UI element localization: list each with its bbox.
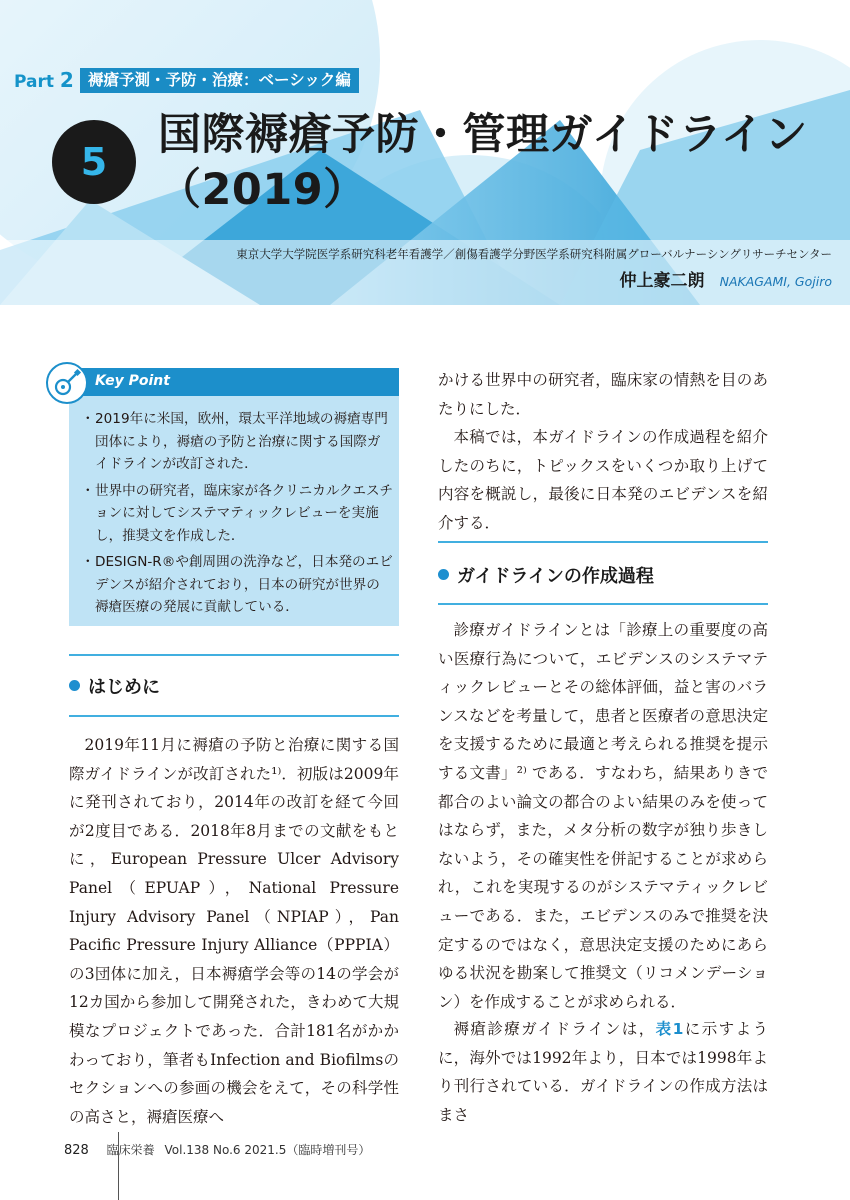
- chapter-number-badge: 5: [52, 120, 136, 204]
- section-rule-bottom: [438, 603, 768, 605]
- page-footer: [64, 1141, 370, 1158]
- part-label: [14, 68, 74, 92]
- section-heading-process: ガイドラインの作成過程: [457, 566, 654, 587]
- process-paragraph-table-ref: 褥瘡診療ガイドラインは，表1に示すように，海外では1992年より，日本では1998年より刊行されている．ガイドラインの作成方法はまさ: [438, 1020, 768, 1124]
- author: [620, 266, 832, 291]
- intro-paragraph: 2019年11月に褥瘡の予防と治療に関する国際ガイドラインが改訂された¹⁾．初版は2009年に発刊されており，2014年の改訂を経て今回が2度目である．2018年8月までの文献をもとに，European Pressure Ulcer Advisory Panel（EPUAP），National Pressure Injury Advisory Panel（NPIAP），Pan Pacific Pressure Injury Alliance（PPPIA）の3団体に加え，日本褥瘡学会等の14の学会が12カ国から参加して開発された，きわめて大規模なプロジェクトであった．合計181名がかかわっており，筆者もInfection and Biofilmsのセクションへの参画の機会をえて，その科学性の高さと，褥瘡医療へ: [69, 736, 399, 1126]
- section-heading-intro: はじめに: [88, 677, 160, 698]
- title-line-2: （2019）: [158, 165, 367, 215]
- page-number: 828: [64, 1143, 89, 1158]
- section-bullet-icon: [69, 680, 80, 691]
- author-name-jp: 仲上豪二朗: [619, 271, 705, 291]
- key-point-box: [69, 368, 399, 626]
- part-word: Part: [14, 72, 54, 92]
- table-1-reference[interactable]: 表1: [655, 1020, 684, 1038]
- section-rule-top: [438, 541, 768, 543]
- key-point-title: Key Point: [95, 373, 170, 389]
- section-rule-top: [69, 654, 399, 656]
- section-bullet-icon: [438, 569, 449, 580]
- right-paragraph-overview: 本稿では，本ガイドラインの作成過程を紹介したのちに，トピックスをいくつか取り上げて内容を概説し，最後に日本発のエビデンスを紹介する．: [438, 428, 768, 532]
- part-number: 2: [59, 68, 74, 92]
- section-rule-bottom: [69, 715, 399, 717]
- journal-name: 臨床栄養: [106, 1143, 155, 1157]
- author-name-en: NAKAGAMI, Gojiro: [719, 274, 832, 289]
- key-point-header: [69, 368, 399, 396]
- process-paragraph: 診療ガイドラインとは「診療上の重要度の高い医療行為について，エビデンスのシステマティックレビューとその総体評価，益と害のバランスなどを考量して，患者と医療者の意思決定を支援するために最適と考えられる推奨を提示する文書」²⁾ である．すなわち，結果ありきで都合のよい論文の都合のよい結果のみを使ってはならず，また，メタ分析の数字が独り歩きしないよう，その確実性を併記することが求められ，これを実現するのがシステマティックレビューである．また，エビデンスのみで推奨を決定するのではなく，意思決定支援のためにあらゆる状況を勘案して推奨文（リコメンデーション）を作成することが求められる．: [438, 621, 768, 1011]
- key-point-item: ・ 世界中の研究者，臨床家が各クリニカルクエスチョンに対してシステマティックレビューを実施し，推奨文を作成した．: [81, 482, 393, 544]
- guitar-icon: [46, 362, 88, 404]
- part-title: 褥瘡予測・予防・治療：ベーシック編: [80, 68, 359, 93]
- key-point-item: ・ DESIGN-R®や創周囲の洗浄など，日本発のエビデンスが紹介されており，日本の研究が世界の褥瘡医療の発展に貢献している．: [81, 554, 393, 615]
- journal-volume: Vol.138 No.6 2021.5（臨時増刊号）: [164, 1143, 371, 1157]
- key-point-list: [81, 408, 393, 623]
- key-point-item: ・ 2019年に米国，欧州，環太平洋地域の褥瘡専門団体により，褥瘡の予防と治療に関する国際ガイドラインが改訂された．: [81, 411, 388, 472]
- title-line-1: 国際褥瘡予防・管理ガイドライン: [158, 110, 808, 160]
- article-title: [158, 108, 838, 218]
- right-paragraph-continued: かける世界中の研究者，臨床家の情熱を目のあたりにした．: [438, 371, 768, 418]
- author-affiliation: 東京大学大学院医学系研究科老年看護学／創傷看護学分野医学系研究科附属グローバルナーシングリサーチセンター: [236, 247, 832, 261]
